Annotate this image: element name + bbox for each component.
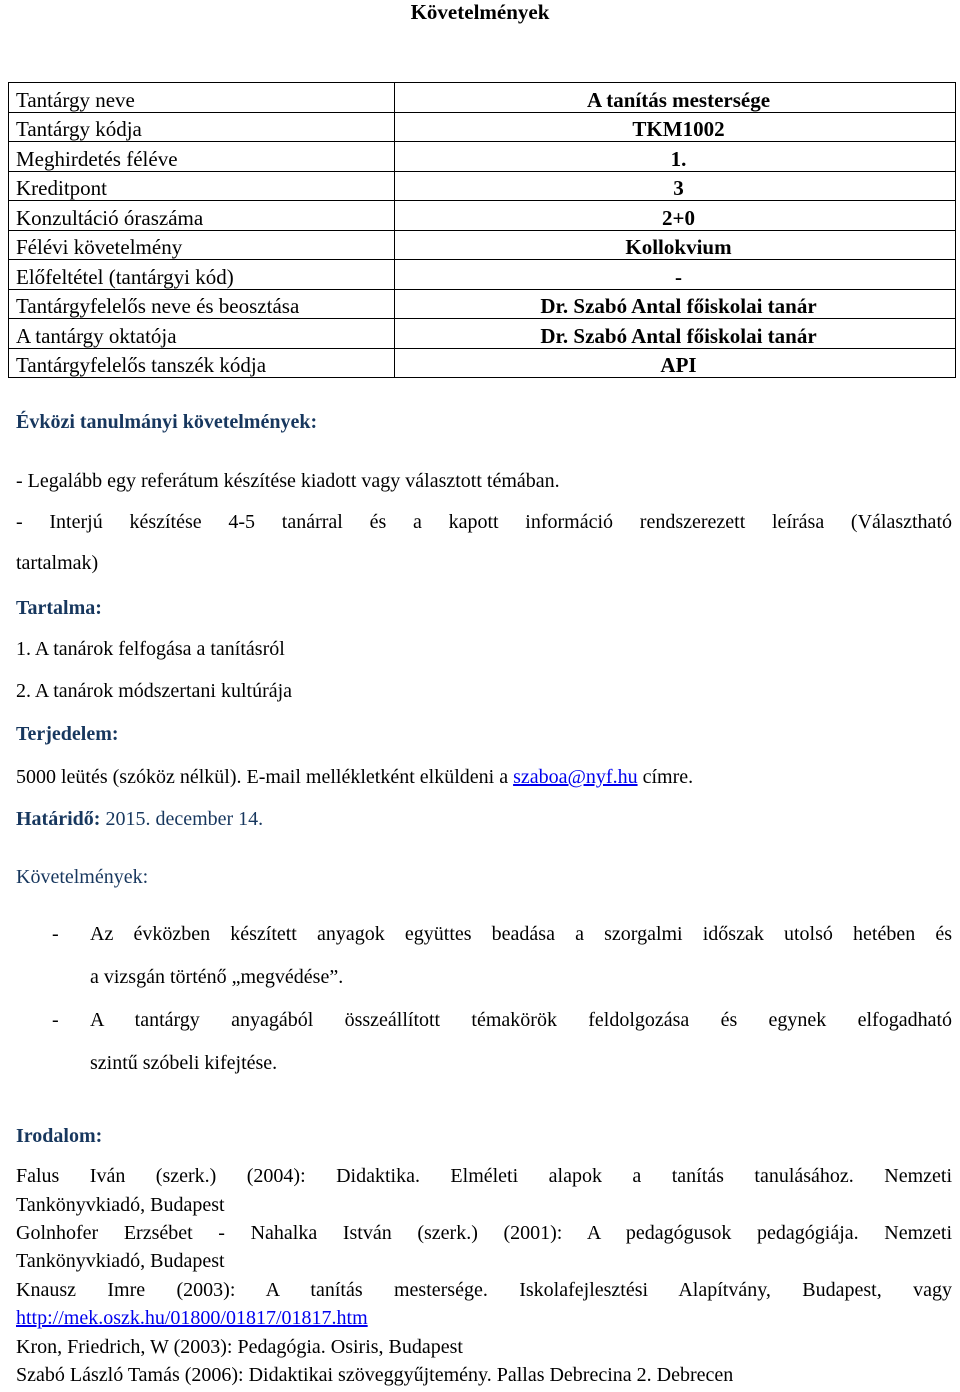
row-value: A tanítás mestersége (395, 83, 956, 113)
reference-5: Szabó László Tamás (2006): Didaktikai szöveggyűjtemény. Pallas Debrecina 2. Debrecen (16, 1364, 734, 1386)
tartalma-item-1: 1. A tanárok felfogása a tanításról (16, 638, 285, 660)
row-label: Félévi követelmény (9, 230, 395, 260)
kovetelmeny-item-1-line2: a vizsgán történő „megvédése”. (90, 966, 344, 988)
reference-4: Kron, Friedrich, W (2003): Pedagógia. Osiris, Budapest (16, 1336, 463, 1358)
table-row (9, 83, 956, 113)
table-row (9, 171, 956, 201)
terjedelem-text-before: 5000 leütés (szóköz nélkül). E-mail mellékletként elküldeni a (16, 766, 514, 788)
evkozi-heading: Évközi tanulmányi követelmények: (16, 411, 318, 433)
table-row (9, 289, 956, 319)
row-label: Meghirdetés féléve (9, 142, 395, 172)
row-value: Kollokvium (395, 230, 956, 260)
hatarido-label: Határidő: (16, 808, 101, 830)
row-value: TKM1002 (395, 112, 956, 142)
reference-1-line1: Falus Iván (szerk.) (2004): Didaktika. Elméleti alapok a tanítás tanulásához. Nemzeti (16, 1165, 952, 1187)
kovetelmenyek-heading: Követelmények: (16, 866, 149, 888)
bullet-dash: - (52, 923, 59, 945)
row-label: Tantárgyfelelős tanszék kódja (9, 348, 395, 378)
bullet-dash: - (52, 1009, 59, 1031)
table-row (9, 201, 956, 231)
row-value: 2+0 (395, 201, 956, 231)
table-row (9, 260, 956, 290)
table-row (9, 319, 956, 349)
evkozi-item-2-line2: tartalmak) (16, 552, 99, 574)
email-link[interactable]: szaboa@nyf.hu (513, 766, 638, 788)
tartalma-item-2: 2. A tanárok módszertani kultúrája (16, 680, 293, 702)
kovetelmeny-item-1-line1: Az évközben készített anyagok együttes beadása a szorgalmi időszak utolsó hetében és (90, 923, 952, 945)
tartalma-heading: Tartalma: (16, 597, 102, 619)
kovetelmeny-item-2-line2: szintű szóbeli kifejtése. (90, 1052, 278, 1074)
reference-3-line1: Knausz Imre (2003): A tanítás mestersége. Iskolafejlesztési Alapítvány, Budapest, vagy (16, 1279, 952, 1301)
evkozi-item-1: - Legalább egy referátum készítése kiadott vagy választott témában. (16, 470, 560, 492)
mek-link[interactable]: http://mek.oszk.hu/01800/01817/01817.htm (16, 1307, 368, 1329)
terjedelem-text (16, 765, 952, 789)
row-label: Tantárgyfelelős neve és beosztása (9, 289, 395, 319)
terjedelem-text-after: címre. (637, 766, 694, 788)
hatarido-line (16, 807, 952, 831)
reference-2-line1: Golnhofer Erzsébet - Nahalka István (szerk.) (2001): A pedagógusok pedagógiája. Nemzeti (16, 1222, 952, 1244)
irodalom-heading: Irodalom: (16, 1125, 103, 1147)
course-info-table (8, 82, 956, 378)
row-label: Tantárgy neve (9, 83, 395, 113)
row-value: Dr. Szabó Antal főiskolai tanár (395, 319, 956, 349)
row-value: 1. (395, 142, 956, 172)
reference-2-line2: Tankönyvkiadó, Budapest (16, 1250, 225, 1272)
row-value: - (395, 260, 956, 290)
row-label: Előfeltétel (tantárgyi kód) (9, 260, 395, 290)
table-row (9, 112, 956, 142)
hatarido-value: 2015. december 14. (100, 808, 264, 830)
evkozi-item-2-line1: - Interjú készítése 4-5 tanárral és a kapott információ rendszerezett leírása (Választható (16, 511, 952, 533)
kovetelmeny-item-2-line1: A tantárgy anyagából összeállított témakörök feldolgozása és egynek elfogadható (90, 1009, 952, 1031)
reference-1-line2: Tankönyvkiadó, Budapest (16, 1194, 225, 1216)
table-row (9, 348, 956, 378)
terjedelem-heading: Terjedelem: (16, 723, 119, 745)
row-label: A tantárgy oktatója (9, 319, 395, 349)
page-title: Követelmények (410, 0, 550, 24)
table-row (9, 230, 956, 260)
row-label: Konzultáció óraszáma (9, 201, 395, 231)
row-value: Dr. Szabó Antal főiskolai tanár (395, 289, 956, 319)
reference-3-link-line (16, 1306, 952, 1330)
row-value: 3 (395, 171, 956, 201)
row-label: Tantárgy kódja (9, 112, 395, 142)
row-label: Kreditpont (9, 171, 395, 201)
table-row (9, 142, 956, 172)
row-value: API (395, 348, 956, 378)
